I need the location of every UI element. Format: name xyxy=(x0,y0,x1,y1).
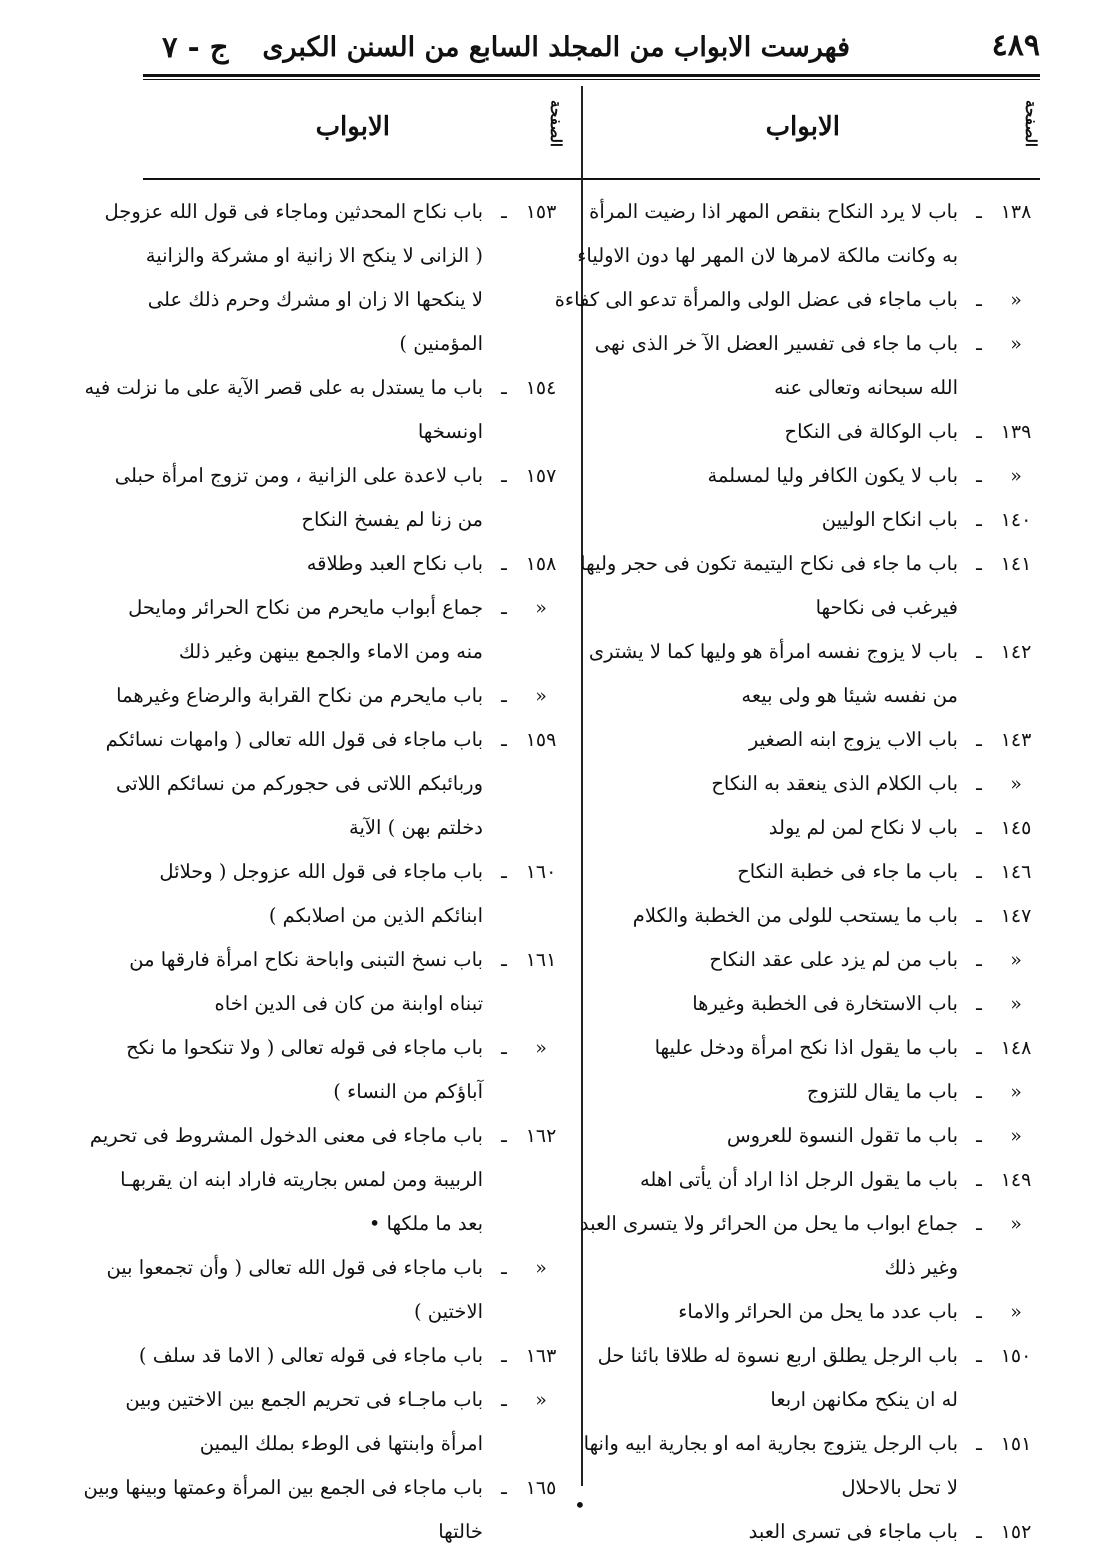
index-entry xyxy=(580,542,1040,630)
entry-line xyxy=(138,1334,565,1378)
entry-line xyxy=(145,850,565,894)
entry-dash: ـ xyxy=(976,200,982,223)
index-entry xyxy=(596,806,1040,850)
left-abwab-heading: الابواب xyxy=(315,112,390,142)
entry-title: باب لا يكون الكافر وليا لمسلمة xyxy=(707,464,958,487)
right-column-heading xyxy=(596,100,1040,164)
entry-title: باب ما يقول الرجل اذا اراد أن يأتى اهله xyxy=(639,1168,958,1191)
entry-line xyxy=(596,454,1040,498)
entry-dash: ـ xyxy=(976,772,982,795)
entry-title: باب الرجل يطلق اربع نسوة له طلاقا بائنا حل xyxy=(597,1344,958,1367)
index-entry xyxy=(596,982,1040,1026)
entry-dash: ـ xyxy=(976,1520,982,1543)
entry-title: باب ماجاء فى عضل الولى والمرأة تدعو الى كفاءة xyxy=(554,288,958,311)
entry-line xyxy=(114,454,565,498)
index-entry xyxy=(596,1026,1040,1070)
index-entry xyxy=(596,1510,1040,1554)
entry-title: باب ما جاء فى خطبة النكاح xyxy=(737,860,958,883)
entry-line xyxy=(145,498,565,542)
entry-page-number: ١٥٧ xyxy=(525,465,557,487)
header-rule xyxy=(143,74,1040,77)
entry-dash: ـ xyxy=(976,552,982,575)
entry-title: باب ما يستحب للولى من الخطبة والكلام xyxy=(632,904,958,927)
entry-dash: ـ xyxy=(976,288,982,311)
entry-page-number: « xyxy=(1010,949,1022,971)
entry-page-number: « xyxy=(1010,1125,1022,1147)
entry-title-continuation: الاختين ) xyxy=(413,1300,483,1323)
entry-dash: ـ xyxy=(976,332,982,355)
entry-page-number: ١٤٩ xyxy=(1000,1169,1032,1191)
index-entry xyxy=(138,1334,565,1378)
entry-dash: ـ xyxy=(501,1124,507,1147)
volume-label: ج - ٧ xyxy=(162,30,229,64)
index-entry xyxy=(588,630,1040,718)
entry-title-continuation: فيرغب فى نكاحها xyxy=(815,596,958,619)
entry-title-continuation: خالتها xyxy=(438,1520,483,1543)
entry-dash: ـ xyxy=(501,728,507,751)
page-number: ٤٨٩ xyxy=(991,28,1040,63)
entry-dash: ـ xyxy=(976,816,982,839)
index-entry xyxy=(83,1466,565,1554)
index-entry xyxy=(125,1378,565,1466)
entry-line xyxy=(577,234,1040,278)
right-abwab-heading: الابواب xyxy=(765,112,840,142)
entry-line xyxy=(129,938,565,982)
entry-line xyxy=(128,586,565,630)
entry-page-number: ١٥٩ xyxy=(525,729,557,751)
entry-dash: ـ xyxy=(976,464,982,487)
entry-line xyxy=(145,630,565,674)
entry-dash: ـ xyxy=(976,1432,982,1455)
index-entry xyxy=(84,366,565,454)
entry-line xyxy=(145,1510,565,1554)
entry-page-number: ١٥٠ xyxy=(1000,1345,1032,1367)
entry-title: باب لا يرد النكاح بنقص المهر اذا رضيت المرأة xyxy=(589,200,958,223)
entry-title: باب ماجاء فى قوله تعالى ( الاما قد سلف ) xyxy=(138,1344,483,1367)
entry-page-number: « xyxy=(1010,993,1022,1015)
entry-page-number: ١٤٢ xyxy=(1000,641,1032,663)
entry-line xyxy=(104,190,565,234)
entry-title: باب ما يستدل به على قصر الآية على ما نزلت فيه xyxy=(84,376,483,399)
entry-page-number: ١٦٣ xyxy=(525,1345,557,1367)
entry-dash: ـ xyxy=(976,728,982,751)
right-index-column xyxy=(554,190,1040,1554)
entry-title: باب ما تقول النسوة للعروس xyxy=(726,1124,958,1147)
entry-page-number: ١٦٥ xyxy=(525,1477,557,1499)
entry-dash: ـ xyxy=(976,1300,982,1323)
entry-line xyxy=(116,674,565,718)
index-entry xyxy=(596,1334,1040,1422)
entry-page-number: ١٤١ xyxy=(1000,553,1032,575)
entry-title: باب ماجاء فى الجمع بين المرأة وعمتها وبينها وبين xyxy=(83,1476,483,1499)
entry-dash: ـ xyxy=(976,1080,982,1103)
entry-title: باب ماجاء فى قول الله عزوجل ( وحلائل xyxy=(159,860,483,883)
entry-page-number: ١٣٩ xyxy=(1000,421,1032,443)
left-index-column xyxy=(83,190,565,1554)
entry-page-number: « xyxy=(1010,465,1022,487)
entry-title-continuation: الله سبحانه وتعالى عنه xyxy=(774,376,958,399)
entry-title-continuation: من زنا لم يفسخ النكاح xyxy=(301,508,483,531)
entry-line xyxy=(596,498,1040,542)
entry-dash: ـ xyxy=(976,420,982,443)
entry-line xyxy=(589,190,1040,234)
entry-page-number: ١٥٤ xyxy=(525,377,557,399)
entry-line xyxy=(106,1246,565,1290)
entry-line xyxy=(596,410,1040,454)
entry-line xyxy=(145,322,565,366)
entry-page-number: ١٤٥ xyxy=(1000,817,1032,839)
right-page-heading: الصفحة xyxy=(1022,100,1040,148)
entry-page-number: ١٥٣ xyxy=(525,201,557,223)
entry-line xyxy=(588,630,1040,674)
entry-title: باب من لم يزد على عقد النكاح xyxy=(709,948,958,971)
entry-page-number: « xyxy=(1010,289,1022,311)
entry-title: باب ماجاء فى قول الله تعالى ( وامهات نسائكم xyxy=(105,728,483,751)
entry-page-number: « xyxy=(535,1257,547,1279)
entry-title-continuation: دخلتم بهن ) الآية xyxy=(349,816,483,839)
entry-title-continuation: اونسخها xyxy=(417,420,483,443)
index-entry xyxy=(596,410,1040,454)
entry-title-continuation: الربيبة ومن لمس بجاريته فاراد ابنه ان يقربهـا xyxy=(120,1168,483,1191)
entry-page-number: ١٦٢ xyxy=(525,1125,557,1147)
entry-page-number: ١٣٨ xyxy=(1000,201,1032,223)
entry-title: باب ماجاء فى معنى الدخول المشروط فى تحريم xyxy=(89,1124,483,1147)
index-entry xyxy=(596,938,1040,982)
index-entry xyxy=(596,894,1040,938)
entry-dash: ـ xyxy=(501,464,507,487)
entry-title-continuation: آباؤكم من النساء ) xyxy=(333,1080,483,1103)
bottom-ornament: • xyxy=(574,1493,586,1517)
entry-title-continuation: تبناه اوابنة من كان فى الدين اخاه xyxy=(214,992,483,1015)
entry-dash: ـ xyxy=(976,1344,982,1367)
entry-page-number: « xyxy=(535,1037,547,1059)
entry-title: باب ما يقال للتزوج xyxy=(806,1080,958,1103)
entry-page-number: « xyxy=(1010,333,1022,355)
index-entry xyxy=(596,762,1040,806)
entry-title: باب ماجـاء فى تحريم الجمع بين الاختين وبين xyxy=(125,1388,483,1411)
entry-title: جماع ابواب ما يحل من الحرائر ولا يتسرى العبد xyxy=(579,1212,958,1235)
entry-title: باب ما جاء فى تفسير العضل الآ خر الذى نهى xyxy=(594,332,958,355)
entry-page-number: ١٦١ xyxy=(525,949,557,971)
entry-title: باب نكاح العبد وطلاقه xyxy=(306,552,483,575)
entry-dash: ـ xyxy=(976,1168,982,1191)
index-entry xyxy=(104,190,565,366)
entry-title: باب الكلام الذى ينعقد به النكاح xyxy=(711,772,958,795)
column-heading-rule xyxy=(143,178,1040,180)
entry-page-number: ١٥٢ xyxy=(1000,1521,1032,1543)
index-entry xyxy=(579,1202,1040,1290)
index-entry xyxy=(128,586,565,674)
entry-dash: ـ xyxy=(976,992,982,1015)
entry-dash: ـ xyxy=(501,1476,507,1499)
entry-page-number: « xyxy=(1010,1213,1022,1235)
index-entry xyxy=(577,190,1040,278)
entry-title-continuation: ابنائكم الذين من اصلابكم ) xyxy=(268,904,483,927)
header-rule-thin xyxy=(143,79,1040,80)
entry-page-number: ١٥٨ xyxy=(525,553,557,575)
index-entry xyxy=(596,1114,1040,1158)
entry-dash: ـ xyxy=(501,552,507,575)
index-entry xyxy=(126,1026,565,1114)
entry-title-continuation: المؤمنين ) xyxy=(399,332,483,355)
entry-title-continuation: به وكانت مالكة لامرها لان المهر لها دون الاولياء xyxy=(577,244,958,267)
entry-title-continuation: له ان ينكح مكانهن اربعا xyxy=(770,1388,958,1411)
entry-line xyxy=(596,1070,1040,1114)
entry-line xyxy=(596,894,1040,938)
entry-line xyxy=(596,1334,1040,1378)
index-entry xyxy=(105,718,565,850)
entry-line xyxy=(116,762,565,806)
entry-line xyxy=(596,1510,1040,1554)
entry-title: باب الوكالة فى النكاح xyxy=(784,420,958,443)
index-entry xyxy=(596,498,1040,542)
entry-line xyxy=(596,1026,1040,1070)
entry-dash: ـ xyxy=(501,948,507,971)
entry-dash: ـ xyxy=(976,1036,982,1059)
entry-page-number: « xyxy=(535,597,547,619)
left-column-heading xyxy=(145,100,565,164)
entry-page-number: « xyxy=(535,685,547,707)
entry-line xyxy=(596,1246,1040,1290)
entry-title-continuation: لا ينكحها الا زان او مشرك وحرم ذلك على xyxy=(147,288,483,311)
entry-line xyxy=(596,366,1040,410)
entry-dash: ـ xyxy=(976,508,982,531)
entry-line xyxy=(145,542,565,586)
entry-page-number: « xyxy=(1010,1081,1022,1103)
index-entry xyxy=(596,1070,1040,1114)
entry-line xyxy=(596,586,1040,630)
entry-line xyxy=(120,1158,565,1202)
entry-dash: ـ xyxy=(501,1388,507,1411)
entry-dash: ـ xyxy=(501,684,507,707)
page-header xyxy=(140,18,1040,74)
index-entry xyxy=(114,454,565,542)
entry-title: باب عدد ما يحل من الحرائر والاماء xyxy=(678,1300,958,1323)
entry-page-number: ١٤٨ xyxy=(1000,1037,1032,1059)
entry-dash: ـ xyxy=(976,640,982,663)
entry-page-number: « xyxy=(1010,773,1022,795)
entry-title-continuation: بعد ما ملكها • xyxy=(368,1212,483,1235)
entry-line xyxy=(105,718,565,762)
entry-title: جماع أبواب مايحرم من نكاح الحرائر ومايحل xyxy=(128,596,483,619)
index-entry xyxy=(145,542,565,586)
entry-line xyxy=(596,718,1040,762)
entry-line xyxy=(596,1290,1040,1334)
entry-line xyxy=(125,1378,565,1422)
entry-dash: ـ xyxy=(976,904,982,927)
entry-dash: ـ xyxy=(501,1256,507,1279)
entry-title: باب ما يقول اذا نكح امرأة ودخل عليها xyxy=(654,1036,958,1059)
entry-line xyxy=(580,542,1040,586)
index-entry xyxy=(129,938,565,1026)
entry-line xyxy=(596,850,1040,894)
entry-line xyxy=(145,1290,565,1334)
entry-line xyxy=(145,410,565,454)
entry-line xyxy=(596,1466,1040,1510)
entry-title: باب ماجاء فى تسرى العبد xyxy=(748,1520,958,1543)
entry-line xyxy=(596,938,1040,982)
entry-line xyxy=(554,278,1040,322)
entry-line xyxy=(596,806,1040,850)
entry-page-number: « xyxy=(535,1389,547,1411)
entry-title-continuation: وربائبكم اللاتى فى حجوركم من نسائكم اللاتى xyxy=(116,772,483,795)
index-entry xyxy=(596,1158,1040,1202)
entry-line xyxy=(583,1422,1040,1466)
index-entry xyxy=(554,278,1040,322)
entry-title: باب الاب يزوج ابنه الصغير xyxy=(748,728,958,751)
index-entry xyxy=(583,1422,1040,1510)
entry-title: باب ماجاء فى قول الله تعالى ( وأن تجمعوا بين xyxy=(106,1256,483,1279)
entry-page-number: ١٤٠ xyxy=(1000,509,1032,531)
entry-dash: ـ xyxy=(976,860,982,883)
index-entry xyxy=(89,1114,565,1246)
entry-line xyxy=(596,1378,1040,1422)
index-entry xyxy=(596,322,1040,410)
entry-title-continuation: لا تحل بالاحلال xyxy=(841,1476,958,1499)
entry-dash: ـ xyxy=(976,1212,982,1235)
index-entry xyxy=(596,718,1040,762)
entry-title-continuation: امرأة وابنتها فى الوطء بملك اليمين xyxy=(199,1432,483,1455)
entry-line xyxy=(83,1466,565,1510)
entry-line xyxy=(596,1158,1040,1202)
entry-title: باب انكاح الوليين xyxy=(821,508,958,531)
entry-line xyxy=(145,806,565,850)
entry-line xyxy=(579,1202,1040,1246)
entry-dash: ـ xyxy=(501,376,507,399)
entry-title: باب نسخ التبنى واباحة نكاح امرأة فارقها من xyxy=(129,948,483,971)
index-entry xyxy=(145,850,565,938)
entry-title: باب الرجل يتزوج بجارية امه او بجارية ابيه وانها xyxy=(583,1432,958,1455)
running-title: فهرست الابواب من المجلد السابع من السنن الكبرى xyxy=(262,32,850,63)
entry-dash: ـ xyxy=(976,1124,982,1147)
entry-title-continuation: ( الزانى لا ينكح الا زانية او مشركة والزانية xyxy=(145,244,483,267)
entry-line xyxy=(145,278,565,322)
entry-title: باب مايحرم من نكاح القرابة والرضاع وغيرهما xyxy=(116,684,483,707)
entry-line xyxy=(145,1422,565,1466)
entry-page-number: ١٥١ xyxy=(1000,1433,1032,1455)
entry-line xyxy=(84,366,565,410)
entry-page-number: ١٤٣ xyxy=(1000,729,1032,751)
index-entry xyxy=(596,454,1040,498)
entry-line xyxy=(596,674,1040,718)
entry-title: باب ما جاء فى نكاح اليتيمة تكون فى حجر وليها xyxy=(580,552,958,575)
entry-page-number: ١٤٦ xyxy=(1000,861,1032,883)
entry-title: باب لا يزوج نفسه امرأة هو وليها كما لا يشترى xyxy=(588,640,958,663)
entry-page-number: ١٦٠ xyxy=(525,861,557,883)
entry-dash: ـ xyxy=(501,860,507,883)
index-entry xyxy=(596,1290,1040,1334)
entry-line xyxy=(145,1070,565,1114)
entry-page-number: ١٤٧ xyxy=(1000,905,1032,927)
entry-dash: ـ xyxy=(501,1344,507,1367)
entry-dash: ـ xyxy=(501,1036,507,1059)
entry-title-continuation: منه ومن الاماء والجمع بينهن وغير ذلك xyxy=(178,640,483,663)
entry-line xyxy=(145,1202,565,1246)
entry-title: باب لا نكاح لمن لم يولد xyxy=(768,816,958,839)
entry-dash: ـ xyxy=(501,200,507,223)
entry-title-continuation: من نفسه شيئا هو ولى بيعه xyxy=(741,684,958,707)
entry-dash: ـ xyxy=(976,948,982,971)
entry-title: باب الاستخارة فى الخطبة وغيرها xyxy=(692,992,958,1015)
left-page-heading: الصفحة xyxy=(547,100,565,148)
entry-line xyxy=(596,322,1040,366)
index-entry xyxy=(116,674,565,718)
index-entry xyxy=(596,850,1040,894)
entry-page-number: « xyxy=(1010,1301,1022,1323)
entry-line xyxy=(145,894,565,938)
entry-dash: ـ xyxy=(501,596,507,619)
entry-line xyxy=(145,982,565,1026)
entry-line xyxy=(145,234,565,278)
entry-title-continuation: وغير ذلك xyxy=(884,1256,958,1279)
entry-title: باب ماجاء فى قوله تعالى ( ولا تنكحوا ما نكح xyxy=(126,1036,483,1059)
entry-line xyxy=(89,1114,565,1158)
entry-line xyxy=(126,1026,565,1070)
index-entry xyxy=(106,1246,565,1334)
entry-line xyxy=(596,762,1040,806)
entry-title: باب نكاح المحدثين وماجاء فى قول الله عزوجل xyxy=(104,200,483,223)
entry-title: باب لاعدة على الزانية ، ومن تزوج امرأة حبلى xyxy=(114,464,483,487)
entry-line xyxy=(596,982,1040,1026)
entry-line xyxy=(596,1114,1040,1158)
